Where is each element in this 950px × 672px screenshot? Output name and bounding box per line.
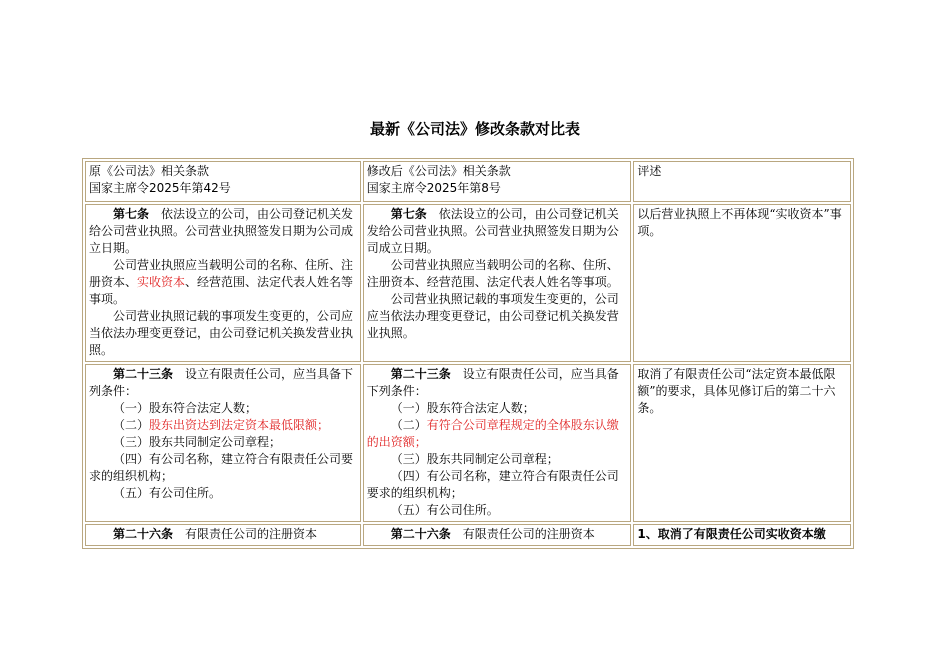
clause-paragraph <box>367 526 628 543</box>
commentary-cell: 以后营业执照上不再体现“实收资本”事项。 <box>633 204 851 362</box>
original-clause-cell <box>85 524 361 546</box>
highlighted-removed-text: 股东出资达到法定资本最低限额； <box>149 418 330 432</box>
clause-text: 公司营业执照应当载明公司的名称、住所、注册资本、 <box>89 258 354 289</box>
clause-text: 有限责任公司的注册资本 <box>450 527 595 541</box>
list-item <box>89 417 357 434</box>
document-title: 最新《公司法》修改条款对比表 <box>369 120 580 138</box>
clause-text: （二） <box>113 418 150 432</box>
header-revised-clauses <box>363 161 632 202</box>
clause-paragraph <box>367 206 628 257</box>
clause-paragraph <box>89 526 357 543</box>
list-item <box>367 417 628 451</box>
header-original-clauses <box>85 161 361 202</box>
header-revised-title: 修改后《公司法》相关条款 <box>366 164 511 178</box>
list-item: （三）股东共同制定公司章程； <box>113 435 282 449</box>
list-item: （四）有公司名称，建立符合有限责任公司要求的组织机构； <box>89 452 354 483</box>
clause-paragraph <box>89 366 357 400</box>
commentary-cell: 取消了有限责任公司“法定资本最低限额”的要求，具体见修订后的第二十六条。 <box>633 364 851 522</box>
clause-paragraph: 公司营业执照应当载明公司的名称、住所、注册资本、经营范围、法定代表人姓名等事项。 <box>366 258 619 289</box>
clause-text: 设立有限责任公司，应当具备下列条件： <box>366 367 619 398</box>
list-item: （一）股东符合法定人数； <box>113 401 258 415</box>
article-number: 第二十三条 <box>113 367 174 381</box>
clause-paragraph <box>89 206 357 257</box>
header-original-title: 原《公司法》相关条款 <box>89 164 210 178</box>
clause-paragraph <box>89 257 357 308</box>
list-item: （五）有公司住所。 <box>390 503 499 517</box>
article-number: 第二十六条 <box>390 527 451 541</box>
clause-text: 设立有限责任公司，应当具备下列条件： <box>89 367 354 398</box>
header-commentary: 评述 <box>633 161 851 202</box>
header-original-decree: 国家主席令2025年第42号 <box>89 181 231 195</box>
revised-clause-cell <box>363 524 632 546</box>
table-header-row <box>85 161 851 202</box>
table-row <box>85 524 851 546</box>
clause-paragraph: 公司营业执照记载的事项发生变更的，公司应当依法办理变更登记，由公司登记机关换发营业执照。 <box>89 309 354 357</box>
revised-clause-cell <box>363 204 632 362</box>
article-number: 第二十六条 <box>113 527 174 541</box>
original-clause-cell <box>85 204 361 362</box>
header-revised-decree: 国家主席令2025年第8号 <box>366 181 501 195</box>
clause-paragraph: 公司营业执照记载的事项发生变更的，公司应当依法办理变更登记，由公司登记机关换发营业执照。 <box>366 292 619 340</box>
commentary-cell: 1、取消了有限责任公司实收资本缴 <box>633 524 851 546</box>
original-clause-cell <box>85 364 361 522</box>
revised-clause-cell <box>363 364 632 522</box>
list-item: （三）股东共同制定公司章程； <box>390 452 559 466</box>
list-item: （一）股东符合法定人数； <box>390 401 535 415</box>
article-number: 第二十三条 <box>390 367 451 381</box>
table-row <box>85 204 851 362</box>
clause-text: 、经营范围、法定代表人姓名等事项。 <box>89 275 354 306</box>
list-item: （四）有公司名称，建立符合有限责任公司要求的组织机构； <box>366 469 619 500</box>
comparison-table <box>82 158 854 549</box>
list-item: （五）有公司住所。 <box>113 486 222 500</box>
highlighted-added-text: 有符合公司章程规定的全体股东认缴的出资额； <box>366 418 619 449</box>
clause-text: 依法设立的公司，由公司登记机关发给公司营业执照。公司营业执照签发日期为公司成立日期。 <box>89 207 354 255</box>
highlighted-removed-text: 实收资本 <box>137 275 186 289</box>
clause-text: 有限责任公司的注册资本 <box>173 527 318 541</box>
table-row <box>85 364 851 522</box>
clause-text: 依法设立的公司，由公司登记机关发给公司营业执照。公司营业执照签发日期为公司成立日期。 <box>366 207 619 255</box>
clause-paragraph <box>367 366 628 400</box>
clause-text: （二） <box>390 418 427 432</box>
article-number: 第七条 <box>113 207 150 221</box>
article-number: 第七条 <box>390 207 427 221</box>
